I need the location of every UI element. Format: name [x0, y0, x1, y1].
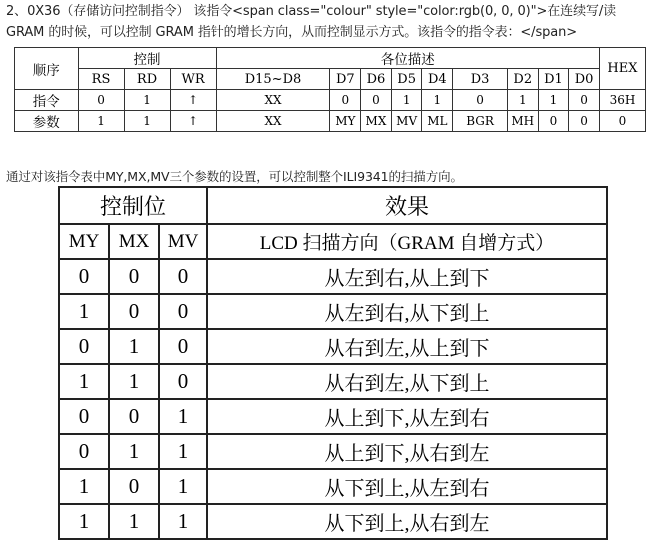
my-cell: 1 [59, 294, 109, 329]
intro-line-2: GRAM 的时候，可以控制 GRAM 指针的增长方向，从而控制显示方式。该指令的指令表：</span> [6, 25, 578, 40]
table-cell: 0 [78, 90, 124, 111]
table-cell: 0 [330, 90, 361, 111]
header-effect: 效果 [207, 187, 607, 224]
column-header: D0 [569, 69, 600, 90]
table-row [59, 504, 607, 539]
my-cell: 1 [59, 469, 109, 504]
mv-cell: 0 [159, 259, 207, 294]
row-label: 参数 [15, 111, 79, 132]
table-row [59, 294, 607, 329]
header-bit-description: 各位描述 [216, 48, 599, 69]
column-header: D1 [538, 69, 569, 90]
mx-cell: 1 [109, 364, 159, 399]
table-cell: MH [507, 111, 538, 132]
column-header: D3 [453, 69, 508, 90]
my-cell: 0 [59, 259, 109, 294]
intro-paragraph [6, 1, 646, 43]
row-label: 指令 [15, 90, 79, 111]
table-cell: 1 [78, 111, 124, 132]
table-cell: 1 [124, 90, 170, 111]
effect-cell: 从左到右,从下到上 [207, 294, 607, 329]
table-cell: 1 [507, 90, 538, 111]
table-cell: XX [216, 111, 330, 132]
effect-cell: 从右到左,从下到上 [207, 364, 607, 399]
mv-cell: 0 [159, 364, 207, 399]
hex-cell: 36H [599, 90, 645, 111]
my-cell: 1 [59, 504, 109, 539]
effect-cell: 从上到下,从右到左 [207, 434, 607, 469]
table-cell: 1 [124, 111, 170, 132]
table-row [15, 111, 646, 132]
table-header-row [59, 187, 607, 224]
column-header-my: MY [59, 224, 109, 259]
column-header: D6 [361, 69, 392, 90]
table-cell: BGR [453, 111, 508, 132]
mx-cell: 0 [109, 399, 159, 434]
mx-cell: 1 [109, 329, 159, 364]
table-cell: 0 [538, 111, 569, 132]
mv-cell: 1 [159, 504, 207, 539]
column-header: WR [170, 69, 216, 90]
scan-direction-paragraph: 通过对该指令表中MY,MX,MV三个参数的设置，可以控制整个ILI9341的扫描方向。 [6, 169, 463, 184]
my-cell: 0 [59, 399, 109, 434]
table-cell: MX [361, 111, 392, 132]
table-cell: MY [330, 111, 361, 132]
table-row [59, 329, 607, 364]
effect-cell: 从下到上,从右到左 [207, 504, 607, 539]
table-row [59, 469, 607, 504]
column-header-mx: MX [109, 224, 159, 259]
my-cell: 0 [59, 434, 109, 469]
mx-cell: 1 [109, 504, 159, 539]
header-control: 控制 [78, 48, 216, 69]
column-header: D4 [422, 69, 453, 90]
mv-cell: 1 [159, 434, 207, 469]
column-header: D2 [507, 69, 538, 90]
table-header-row [15, 48, 646, 69]
table-cell: 0 [361, 90, 392, 111]
mx-cell: 0 [109, 469, 159, 504]
mx-cell: 0 [109, 259, 159, 294]
table-cell: 1 [422, 90, 453, 111]
mx-cell: 1 [109, 434, 159, 469]
effect-cell: 从左到右,从上到下 [207, 259, 607, 294]
mx-cell: 0 [109, 294, 159, 329]
mv-cell: 0 [159, 329, 207, 364]
table-cell: ML [422, 111, 453, 132]
table-cell: ↑ [170, 111, 216, 132]
column-header-mv: MV [159, 224, 207, 259]
header-control-bits: 控制位 [59, 187, 207, 224]
header-hex: HEX [599, 48, 645, 90]
column-header: D5 [391, 69, 422, 90]
table-cell: MV [391, 111, 422, 132]
table-header-row [59, 224, 607, 259]
effect-cell: 从上到下,从左到右 [207, 399, 607, 434]
table-cell: 1 [391, 90, 422, 111]
my-cell: 1 [59, 364, 109, 399]
table-cell: 0 [569, 111, 600, 132]
my-cell: 0 [59, 329, 109, 364]
effect-cell: 从下到上,从左到右 [207, 469, 607, 504]
table-header-row [15, 69, 646, 90]
column-header: D15~D8 [216, 69, 330, 90]
table-cell: ↑ [170, 90, 216, 111]
column-header: RS [78, 69, 124, 90]
column-header: RD [124, 69, 170, 90]
mv-cell: 1 [159, 469, 207, 504]
column-header: D7 [330, 69, 361, 90]
table-row [59, 399, 607, 434]
table-cell: 0 [569, 90, 600, 111]
mv-cell: 1 [159, 399, 207, 434]
effect-cell: 从右到左,从上到下 [207, 329, 607, 364]
column-header-scan-direction: LCD 扫描方向（GRAM 自增方式） [207, 224, 607, 259]
table-cell: 1 [538, 90, 569, 111]
table-row [59, 364, 607, 399]
table-row [15, 90, 646, 111]
scan-direction-table [58, 186, 608, 540]
table-row [59, 259, 607, 294]
instruction-table [14, 47, 646, 132]
table-cell: XX [216, 90, 330, 111]
hex-cell: 0 [599, 111, 645, 132]
mv-cell: 0 [159, 294, 207, 329]
table-row [59, 434, 607, 469]
intro-line-1: 2、0X36（存储访问控制指令） 该指令<span class="colour" style="color:rgb(0, 0, 0)">在连续写/读 [6, 4, 617, 19]
table-cell: 0 [453, 90, 508, 111]
header-order: 顺序 [15, 48, 79, 90]
